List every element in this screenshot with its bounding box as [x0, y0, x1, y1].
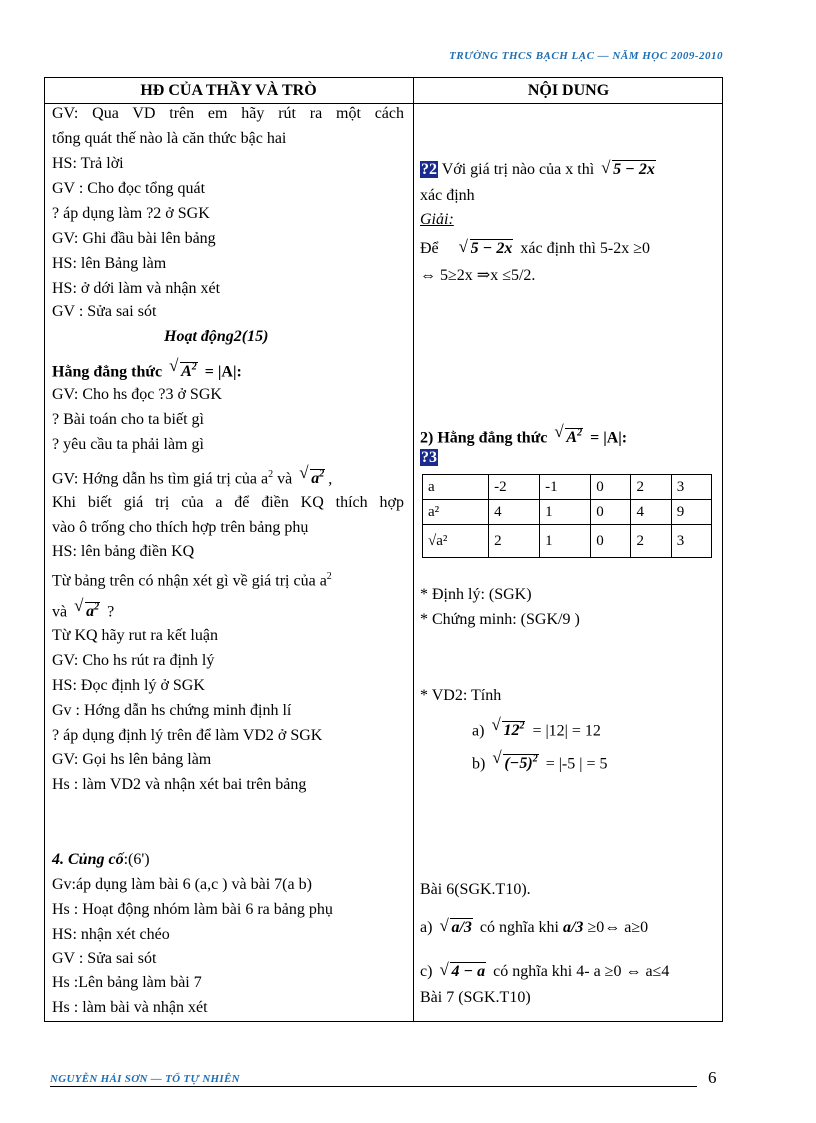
sqrt-symbol: √ $a^2$ [299, 463, 325, 488]
values-table [422, 474, 712, 558]
right-line: Bài 7 (SGK.T10) [420, 989, 531, 1006]
left-line: ? Bài toán cho ta biết gì [52, 411, 204, 428]
left-line: GV: Hớng dẫn hs tìm giá trị của $a^2$ và √ $a^2$ , [52, 463, 333, 488]
footer-rule [50, 1086, 697, 1087]
sqrt-symbol: √ $A^2$ [169, 356, 197, 381]
column-divider [413, 77, 414, 1022]
left-line: GV : Sửa sai sót [52, 303, 157, 320]
sqrt-symbol: √ $A^2$ [554, 422, 583, 447]
table-cell: 2 [631, 475, 671, 500]
table-cell: 0 [591, 500, 631, 525]
activity-heading: Hoạt động2(15) [164, 328, 269, 345]
left-line: Gv : Hớng dẫn hs chứng minh định lí [52, 702, 292, 719]
right-line: ⇔ 5≥2x ⇒x ≤5/2. [420, 267, 536, 284]
table-cell: 9 [671, 500, 711, 525]
table-cell: 1 [540, 525, 591, 558]
exercise-6c: c) √ 4 − a có nghĩa khi 4- a ≥0 ⇔ a≤4 [420, 960, 670, 980]
exercise-6a: a) √ a/3 có nghĩa khi a/3 ≥0⇔ a≥0 [420, 916, 649, 936]
table-cell: a [423, 475, 489, 500]
right-line: xác định [420, 187, 475, 204]
table-row [423, 525, 712, 558]
table-row [423, 475, 712, 500]
left-line: Từ KQ hãy rut ra kết luận [52, 627, 218, 644]
left-line: Khi biết giá trị của a để điền KQ thích hợp [52, 494, 404, 511]
col-header-content: NỘI DUNG [527, 82, 610, 99]
example-a: a) √ $12^2 = |12| = 12$ [472, 715, 601, 740]
table-cell: -1 [540, 475, 591, 500]
left-line: HS: nhận xét chéo [52, 926, 170, 943]
left-line: GV: Cho hs rút ra định lý [52, 652, 215, 669]
question-tag: ?3 [421, 449, 437, 466]
left-line: ? yêu cầu ta phải làm gì [52, 436, 204, 453]
page-number: 6 [708, 1068, 717, 1087]
identity-heading: Hằng đẳng thức √ $A^2 = |A|$: [52, 356, 242, 381]
page-header: TRƯỜNG THCS BẠCH LẠC — NĂM HỌC 2009-2010 [449, 50, 723, 62]
table-cell: a² [423, 500, 489, 525]
left-line: GV : Cho đọc tổng quát [52, 180, 206, 197]
sqrt-symbol: √ a/3 [439, 916, 472, 936]
table-cell: 4 [489, 500, 540, 525]
footer-author: NGUYỄN HẢI SƠN — TỔ TỰ NHIÊN [50, 1073, 240, 1085]
left-line: GV: Cho hs đọc ?3 ở SGK [52, 386, 222, 403]
left-line: HS: lên Bảng làm [52, 255, 167, 272]
right-line: Để √ 5 − 2x xác định thì 5-2x ≥0 [420, 237, 651, 257]
question-3 [420, 448, 438, 468]
right-line: * VD2: Tính [420, 687, 502, 704]
sqrt-symbol: √ 5 − 2x [458, 237, 513, 257]
table-cell: 3 [671, 475, 711, 500]
left-line: HS: ở dới làm và nhận xét [52, 280, 221, 297]
question-2: ?2 Với giá trị nào của x thì √ 5 − 2x [421, 158, 655, 178]
left-line: Hs : Hoạt động nhóm làm bài 6 ra bảng phụ [52, 901, 333, 918]
left-line: Hs : làm bài và nhận xét [52, 999, 208, 1016]
table-cell: 2 [631, 525, 671, 558]
sqrt-symbol: √ $12^2$ [491, 715, 525, 740]
left-line: tổng quát thế nào là căn thức bậc hai [52, 130, 287, 147]
sqrt-symbol: √ $(-5)^2$ [492, 748, 538, 773]
col-header-activities: HĐ CỦA THẦY VÀ TRÒ [140, 82, 317, 99]
left-line: Hs :Lên bảng làm bài 7 [52, 974, 202, 991]
left-line: ? áp dụng làm ?2 ở SGK [52, 205, 210, 222]
table-row [423, 500, 712, 525]
left-line: HS: Đọc định lý ở SGK [52, 677, 205, 694]
table-cell: √a² [423, 525, 489, 558]
left-line: và √ $a^2$ ? [52, 596, 115, 621]
table-cell: -2 [489, 475, 540, 500]
identity-heading-right: 2) Hằng đẳng thức √ $A^2 = |A|$: [420, 422, 628, 447]
table-cell: 0 [591, 475, 631, 500]
section-4-heading: 4. Củng cố:(6') [52, 851, 150, 868]
left-line: HS: Trả lời [52, 155, 124, 172]
right-line: Bài 6(SGK.T10). [420, 881, 531, 898]
right-line: * Định lý: (SGK) [420, 586, 532, 603]
question-tag: ?2 [421, 161, 437, 178]
table-cell: 3 [671, 525, 711, 558]
left-line: vào ô trống cho thích hợp trên bảng phụ [52, 519, 309, 536]
left-line: GV : Sửa sai sót [52, 950, 157, 967]
table-cell: 4 [631, 500, 671, 525]
left-line: ? áp dụng định lý trên để làm VD2 ở SGK [52, 727, 323, 744]
example-b: b) √ $(-5)^2 = |-5$ | = 5 [472, 748, 608, 773]
left-line: HS: lên bảng điền KQ [52, 543, 195, 560]
table-cell: 0 [591, 525, 631, 558]
sqrt-symbol: √ $a^2$ [74, 596, 100, 621]
left-line: Từ bảng trên có nhận xét gì về giá trị của $a^2$ [52, 571, 332, 590]
table-cell: 2 [489, 525, 540, 558]
solution-label: Giải: [420, 211, 454, 228]
left-line: GV: Gọi hs lên bảng làm [52, 751, 212, 768]
table-cell: 1 [540, 500, 591, 525]
sqrt-symbol: √ 4 − a [439, 960, 486, 980]
left-line: Gv:áp dụng làm bài 6 (a,c ) và bài 7(a b) [52, 876, 312, 893]
right-line: * Chứng minh: (SGK/9 ) [420, 611, 580, 628]
left-line: GV: Qua VD trên em hãy rút ra một cách [52, 105, 404, 122]
sqrt-symbol: √ 5 − 2x [601, 158, 655, 178]
left-line: Hs : làm VD2 và nhận xét bai trên bảng [52, 776, 307, 793]
left-line: GV: Ghi đầu bài lên bảng [52, 230, 216, 247]
